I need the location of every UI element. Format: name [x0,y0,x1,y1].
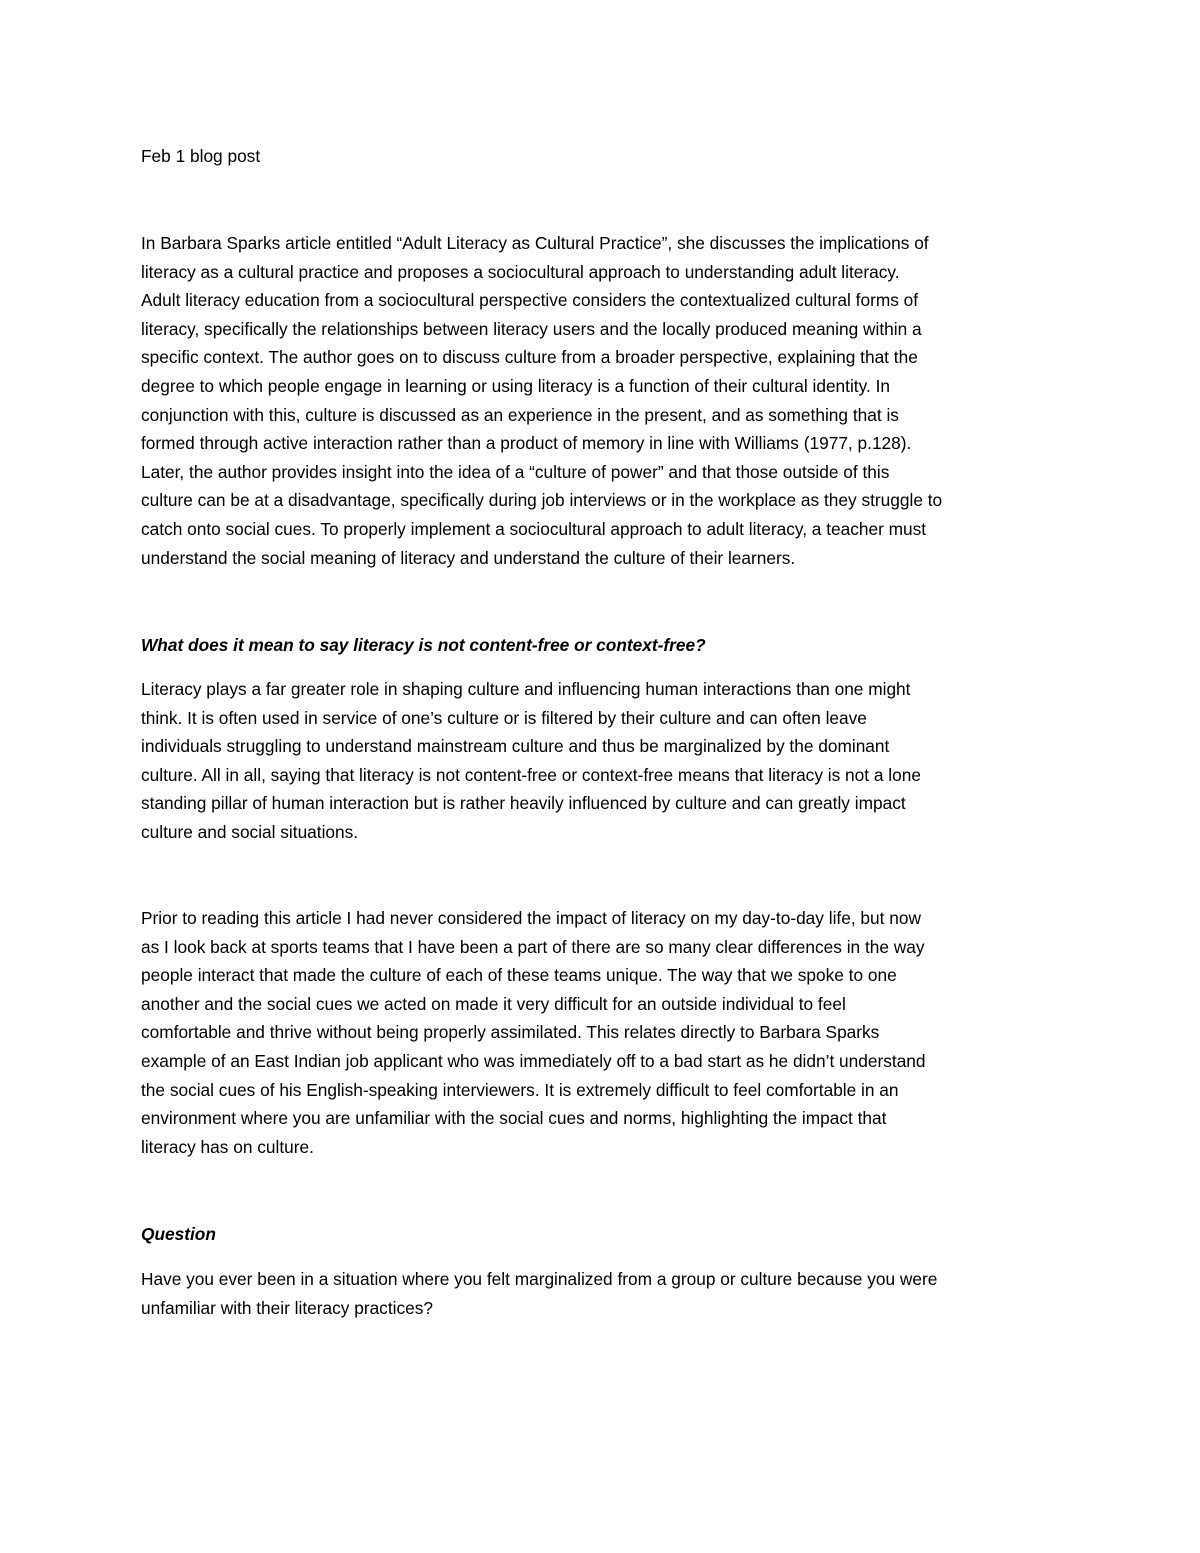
paragraph-line: individuals struggling to understand mainstream culture and thus be marginalized by the dominant [141,736,890,757]
paragraph-line: In Barbara Sparks article entitled “Adult Literacy as Cultural Practice”, she discusses the implications of [141,233,929,253]
heading-text: What does it mean to say literacy is not content-free or context-free? [141,635,706,655]
paragraph-line: Prior to reading this article I had never considered the impact of literacy on my day-to-day life, but now [141,908,921,928]
paragraph-line: think. It is often used in service of one’s culture or is filtered by their culture and can often leave [141,707,867,728]
paragraph-line: Later, the author provides insight into the idea of a “culture of power” and that those outside of this [141,461,890,482]
paragraph-line: formed through active interaction rather than a product of memory in line with Williams (1977, p.128). [141,433,912,454]
paragraph-line: degree to which people engage in learning or using literacy is a function of their cultural identity. In [141,375,890,396]
paragraph-line: conjunction with this, culture is discussed as an experience in the present, and as something that is [141,404,899,425]
paragraph-line: environment where you are unfamiliar with the social cues and norms, highlighting the impact that [141,1108,887,1129]
paragraph-line: unfamiliar with their literacy practices? [141,1297,433,1318]
paragraph-line: specific context. The author goes on to discuss culture from a broader perspective, explaining that the [141,347,918,368]
answer-paragraph [141,675,1066,847]
paragraph-line: as I look back at sports teams that I have been a part of there are so many clear differences in the way [141,936,925,957]
paragraph-line: people interact that made the culture of each of these teams unique. The way that we spoke to one [141,965,897,986]
section-heading-question [141,1220,1066,1249]
paragraph-line: catch onto social cues. To properly implement a sociocultural approach to adult literacy, a teacher must [141,518,927,539]
paragraph-line: literacy has on culture. [141,1136,314,1157]
paragraph-line: Literacy plays a far greater role in shaping culture and influencing human interactions than one might [141,679,911,699]
paragraph-line: another and the social cues we acted on made it very difficult for an outside individual to feel [141,993,846,1014]
paragraph-line: Have you ever been in a situation where you felt marginalized from a group or culture because you were [141,1269,938,1289]
paragraph-line: culture can be at a disadvantage, specifically during job interviews or in the workplace as they struggle to [141,490,943,511]
heading-text: Question [141,1224,216,1244]
question-paragraph [141,1265,1066,1322]
paragraph-line: comfortable and thrive without being properly assimilated. This relates directly to Barbara Sparks [141,1022,880,1043]
section-heading-literacy [141,631,1066,660]
reflection-paragraph [141,904,1066,1161]
paragraph-line: standing pillar of human interaction but is rather heavily influenced by culture and can greatly impact [141,793,906,814]
title-text: Feb 1 blog post [141,146,261,166]
summary-paragraph [141,229,1066,572]
paragraph-line: example of an East Indian job applicant who was immediately off to a bad start as he didn’t understand [141,1050,926,1071]
paragraph-line: the social cues of his English-speaking interviewers. It is extremely difficult to feel comfortable in an [141,1079,899,1100]
paragraph-line: Adult literacy education from a sociocultural perspective considers the contextualized cultural forms of [141,290,919,311]
document-title [141,142,1066,171]
paragraph-line: culture and social situations. [141,821,359,842]
paragraph-line: culture. All in all, saying that literacy is not content-free or context-free means that literacy is not a lone [141,764,921,785]
paragraph-line: understand the social meaning of literacy and understand the culture of their learners. [141,547,796,568]
paragraph-line: literacy, specifically the relationships between literacy users and the locally produced meaning within a [141,318,922,339]
paragraph-line: literacy as a cultural practice and proposes a sociocultural approach to understanding adult literacy. [141,261,900,282]
